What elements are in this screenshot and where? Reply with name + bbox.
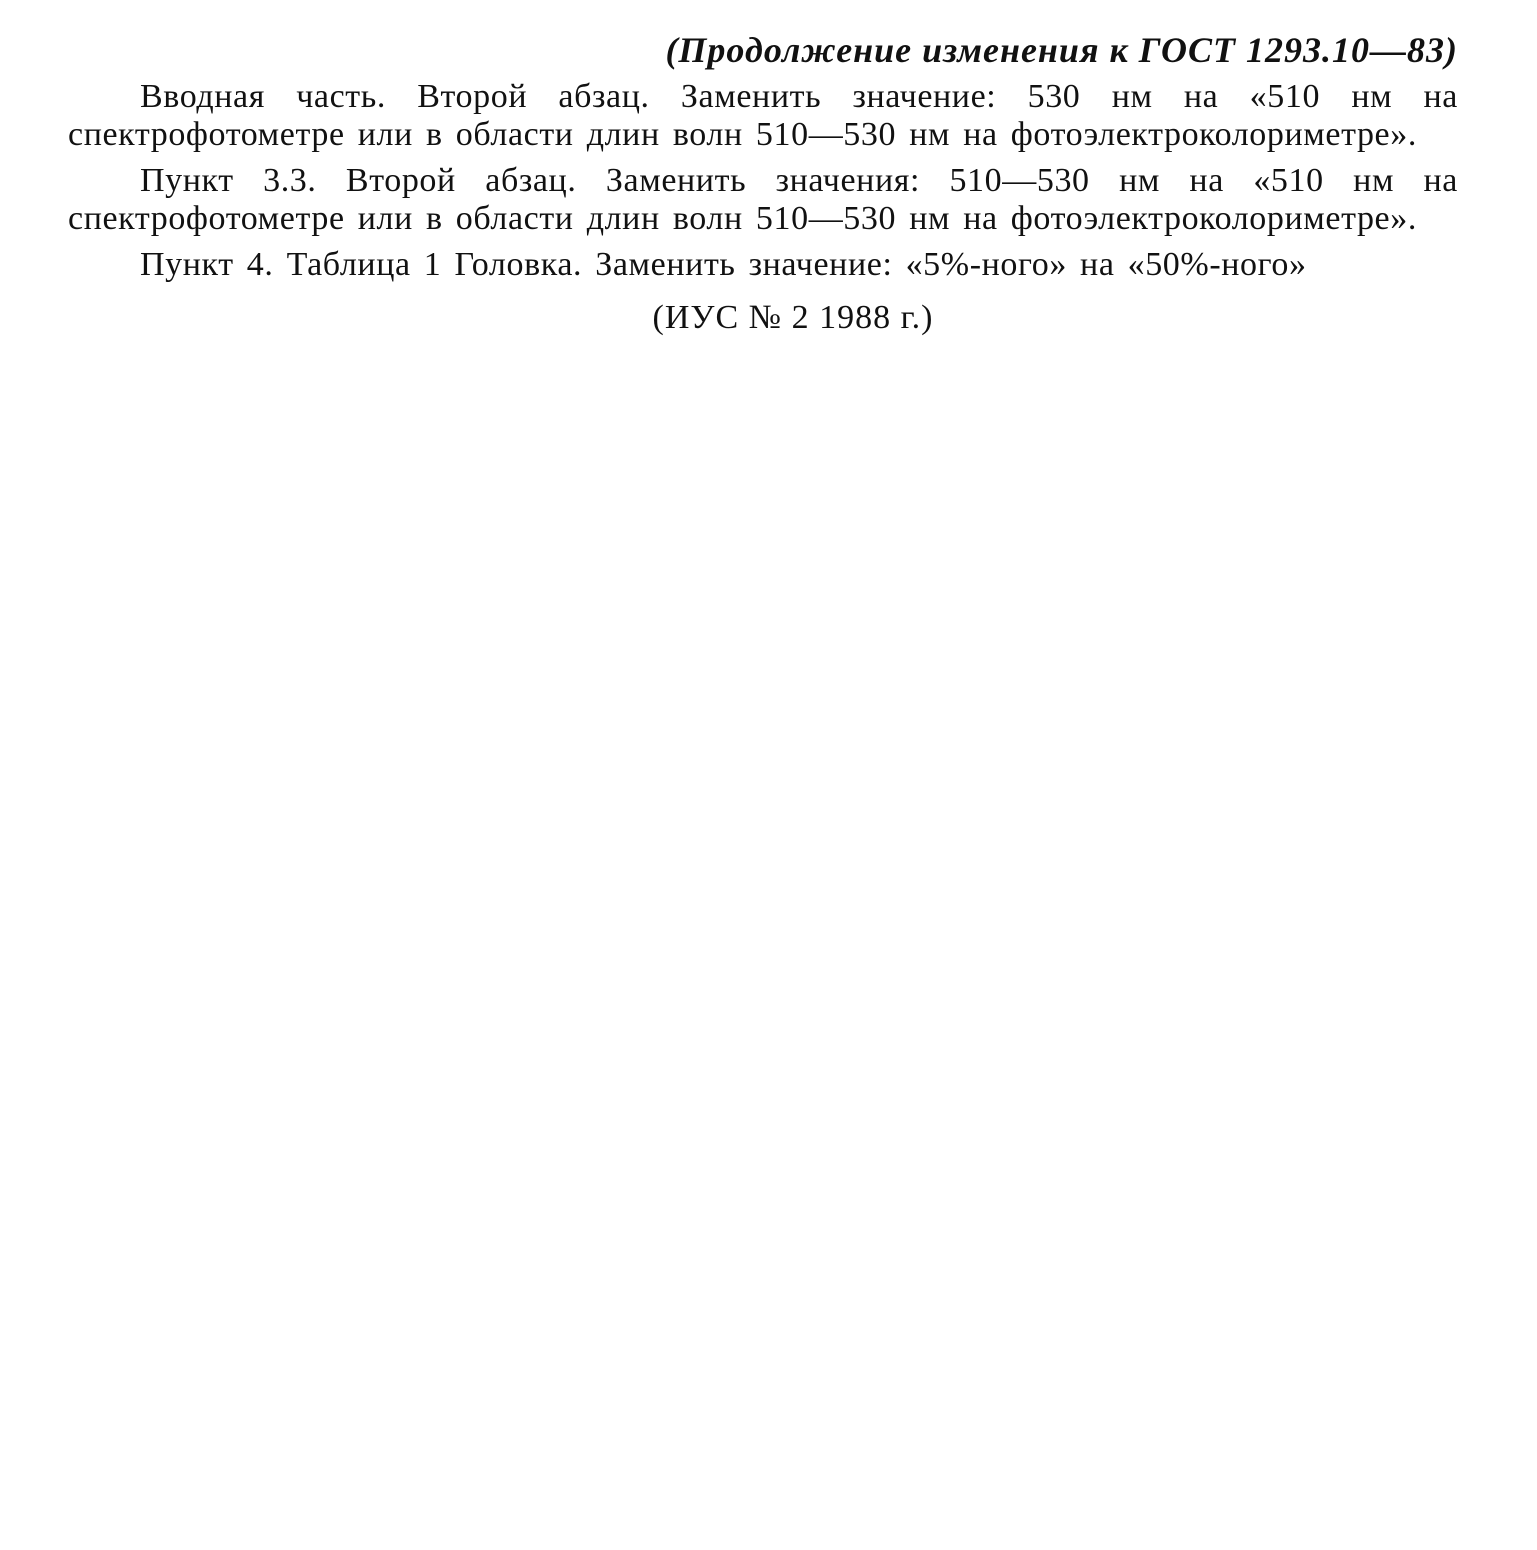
paragraph-intro: Вводная часть. Второй абзац. Заменить значение: 530 нм на «510 нм на спектрофотометре или в области длин волн 510—530 нм на фотоэлектроколориметре». bbox=[68, 78, 1458, 153]
paragraph-clause-4: Пункт 4. Таблица 1 Головка. Заменить значение: «5%-ного» на «50%-ного» bbox=[140, 246, 1307, 283]
paragraph-clause-3-3: Пункт 3.3. Второй абзац. Заменить значения: 510—530 нм на «510 нм на спектрофотометре или в области длин волн 510—530 нм на фотоэлектроколориметре». bbox=[68, 162, 1458, 237]
document-page bbox=[68, 28, 1458, 338]
source-reference: (ИУС № 2 1988 г.) bbox=[652, 299, 934, 336]
continuation-header: (Продолжение изменения к ГОСТ 1293.10—83) bbox=[665, 30, 1458, 70]
